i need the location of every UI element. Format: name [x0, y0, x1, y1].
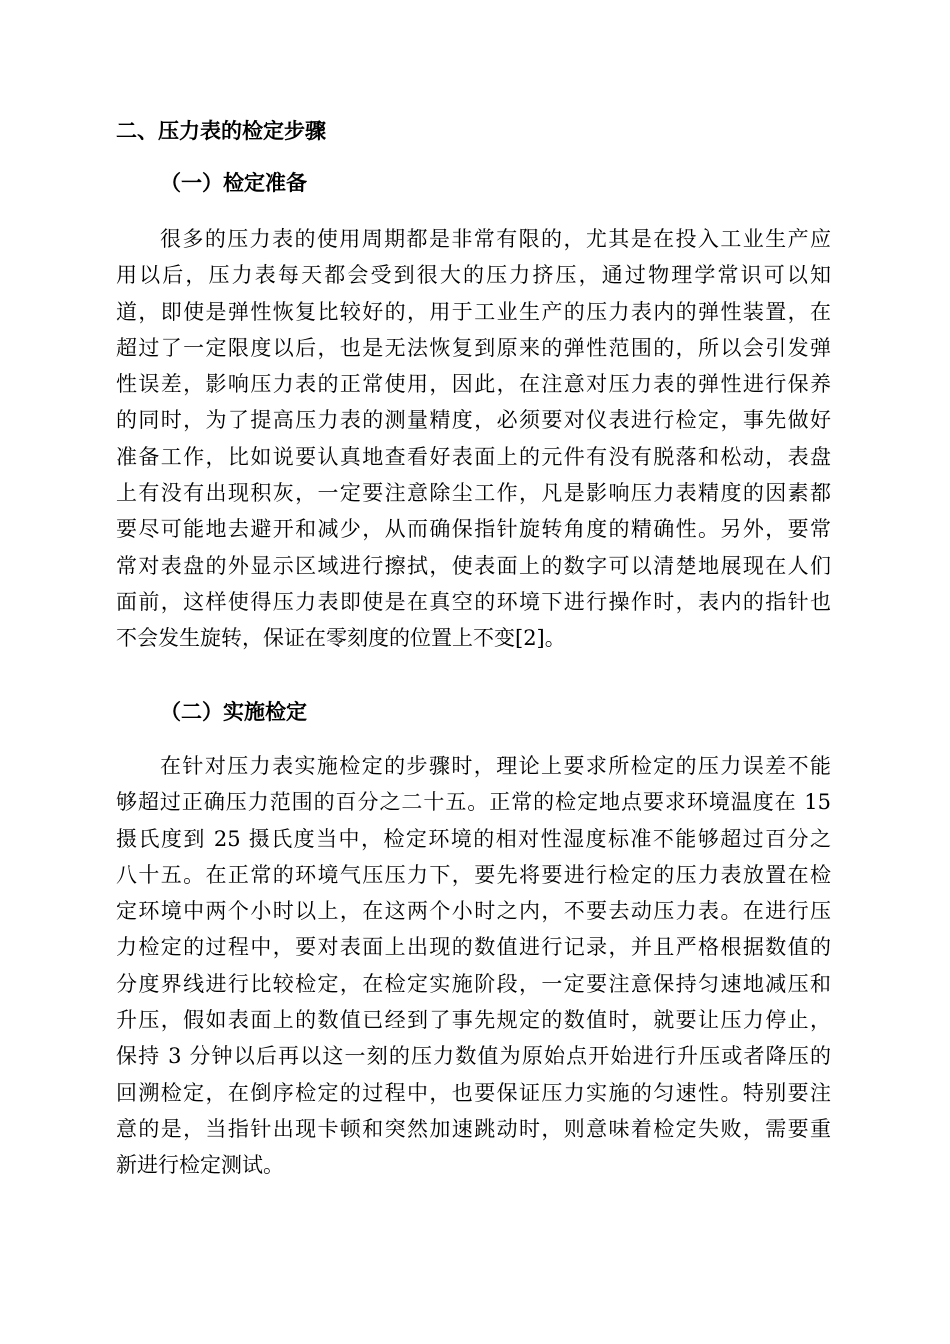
paragraph-preparation [116, 221, 831, 657]
section-heading: 二、压力表的检定步骤 [116, 119, 326, 143]
paragraph-line: 性误差，影响压力表的正常使用，因此，在注意对压力表的弹性进行保养 [116, 372, 831, 397]
paragraph-line: 升压，假如表面上的数值已经到了事先规定的数值时，就要让压力停止， [116, 1008, 831, 1033]
paragraph-line: 摄氏度到 25 摄氏度当中，检定环境的相对性湿度标准不能够超过百分之 [116, 826, 831, 851]
subsection-title-implementation: （二）实施检定 [160, 699, 307, 724]
paragraph-line: 道，即使是弹性恢复比较好的，用于工业生产的压力表内的弹性装置，在 [116, 299, 831, 324]
paragraph-line: 意的是，当指针出现卡顿和突然加速跳动时，则意味着检定失败，需要重 [116, 1116, 831, 1141]
paragraph-line: 分度界线进行比较检定，在检定实施阶段，一定要注意保持匀速地减压和 [116, 971, 831, 996]
paragraph-line: 定环境中两个小时以上，在这两个小时之内，不要去动压力表。在进行压 [116, 899, 831, 924]
paragraph-line: 要尽可能地去避开和减少，从而确保指针旋转角度的精确性。另外，要常 [116, 517, 831, 542]
paragraph-line: 常对表盘的外显示区域进行擦拭，使表面上的数字可以清楚地展现在人们 [116, 553, 831, 578]
paragraph-line: 回溯检定，在倒序检定的过程中，也要保证压力实施的匀速性。特别要注 [116, 1080, 831, 1105]
paragraph-line: 力检定的过程中，要对表面上出现的数值进行记录，并且严格根据数值的 [116, 935, 831, 960]
paragraph-implementation [116, 748, 831, 1184]
paragraph-line: 够超过正确压力范围的百分之二十五。正常的检定地点要求环境温度在 15 [116, 790, 831, 815]
paragraph-line: 保持 3 分钟以后再以这一刻的压力数值为原始点开始进行升压或者降压的 [116, 1044, 831, 1069]
paragraph-line: 在针对压力表实施检定的步骤时，理论上要求所检定的压力误差不能 [160, 754, 831, 778]
paragraph-line: 用以后，压力表每天都会受到很大的压力挤压，通过物理学常识可以知 [116, 263, 831, 288]
paragraph-line: 超过了一定限度以后，也是无法恢复到原来的弹性范围的，所以会引发弹 [116, 335, 831, 360]
paragraph-line: 不会发生旋转，保证在零刻度的位置上不变[2]。 [116, 626, 566, 651]
paragraph-line: 上有没有出现积灰，一定要注意除尘工作，凡是影响压力表精度的因素都 [116, 481, 831, 506]
paragraph-line: 面前，这样使得压力表即使是在真空的环境下进行操作时，表内的指针也 [116, 589, 831, 614]
paragraph-line: 八十五。在正常的环境气压压力下，要先将要进行检定的压力表放置在检 [116, 862, 831, 887]
paragraph-line: 很多的压力表的使用周期都是非常有限的，尤其是在投入工业生产应 [160, 227, 831, 251]
paragraph-line: 的同时，为了提高压力表的测量精度，必须要对仪表进行检定，事先做好 [116, 408, 831, 433]
subsection-title-preparation: （一）检定准备 [160, 170, 307, 195]
paragraph-line: 准备工作，比如说要认真地查看好表面上的元件有没有脱落和松动，表盘 [116, 444, 831, 469]
paragraph-line: 新进行检定测试。 [116, 1153, 284, 1178]
